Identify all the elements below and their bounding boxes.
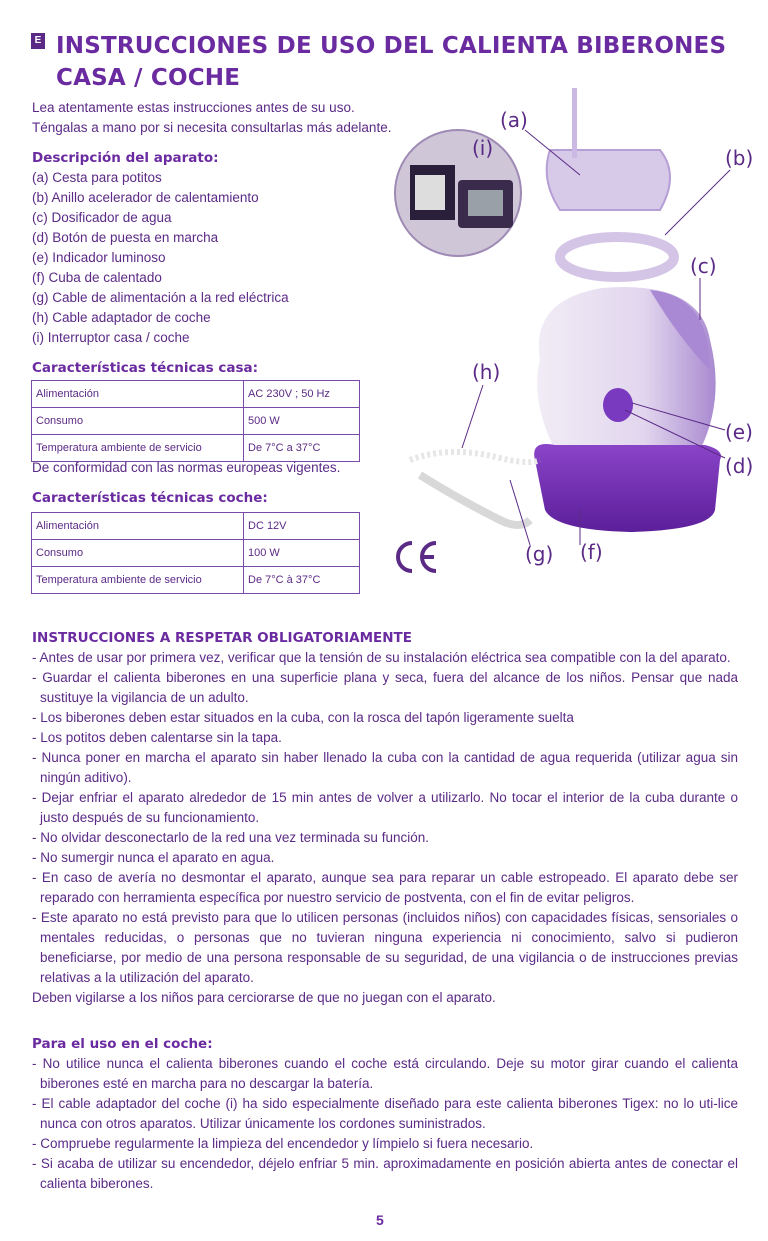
specs-home-heading: Características técnicas casa: <box>32 360 258 376</box>
spec-value: DC 12V <box>244 513 360 540</box>
list-item: - El cable adaptador del coche (i) ha sido especialmente diseñado para este calienta biberones Tigex: no lo uti-lice nunca con otros aparatos. Utilizar únicamente los cordones suministrados. <box>32 1096 738 1131</box>
list-item: - Este aparato no está previsto para que lo utilicen personas (incluidos niños) con capacidades físicas, sensoriales o mentales reducidas, o personas que no tuvieran ninguna experiencia ni conocimiento, salvo si pudieron beneficiarse, por medio de una persona responsable de su seguridad, de una vigilancia o de instrucciones previas relativas a la utilización del aparato. <box>32 910 738 985</box>
list-item: - No olvidar desconectarlo de la red una vez terminada su función. <box>32 830 429 845</box>
accelerator-ring <box>560 237 674 277</box>
list-item: - Compruebe regularmente la limpieza del encendedor y límpielo si fuera necesario. <box>32 1136 534 1151</box>
label-b: (b) <box>725 146 754 170</box>
mandatory-instructions <box>32 628 738 1008</box>
list-item: (c) Dosificador de agua <box>32 210 172 225</box>
table-row <box>32 567 360 594</box>
table-row <box>32 381 360 408</box>
specs-car-table <box>31 512 360 594</box>
bottle-warmer-image <box>380 80 760 580</box>
spec-value: AC 230V ; 50 Hz <box>244 381 360 408</box>
list-item: - Dejar enfriar el aparato alrededor de 15 min antes de volver a utilizarlo. No tocar el interior de la cuba durante o justo después de su funcionamiento. <box>32 790 738 825</box>
list-item: (i) Interruptor casa / coche <box>32 330 190 345</box>
list-item: (d) Botón de puesta en marcha <box>32 230 219 245</box>
car-use-section <box>32 1034 738 1194</box>
table-row <box>32 540 360 567</box>
label-g: (g) <box>525 542 554 566</box>
label-a: (a) <box>500 108 528 132</box>
page-title-line-2: CASA / COCHE <box>56 65 241 91</box>
list-item: (h) Cable adaptador de coche <box>32 310 211 325</box>
heating-base <box>534 444 721 532</box>
label-i: (i) <box>472 136 494 160</box>
table-row <box>32 408 360 435</box>
label-h: (h) <box>472 360 501 384</box>
label-f: (f) <box>580 540 603 564</box>
spec-label: Alimentación <box>32 513 244 540</box>
spec-label: Consumo <box>32 540 244 567</box>
table-row <box>32 513 360 540</box>
children-warning: Deben vigilarse a los niños para cerciorarse de que no juegan con el aparato. <box>32 990 496 1005</box>
list-item: (a) Cesta para potitos <box>32 170 162 185</box>
mandatory-heading: INSTRUCCIONES A RESPETAR OBLIGATORIAMENTE <box>32 630 412 646</box>
list-item: (e) Indicador luminoso <box>32 250 166 265</box>
list-item: - No sumergir nunca el aparato en agua. <box>32 850 275 865</box>
page-title-line-1: INSTRUCCIONES DE USO DEL CALIENTA BIBERONES <box>56 33 727 59</box>
spec-label: Temperatura ambiente de servicio <box>32 567 244 594</box>
power-cable <box>410 452 540 462</box>
intro-line-2: Téngalas a mano por si necesita consultarlas más adelante. <box>32 120 392 135</box>
list-item: - Los potitos deben calentarse sin la tapa. <box>32 730 282 745</box>
car-cable <box>420 475 530 525</box>
car-use-heading: Para el uso en el coche: <box>32 1036 213 1052</box>
list-item: - No utilice nunca el calienta biberones cuando el coche está circulando. Deje su motor girar cuando el calienta biberones esté en marcha para no descargar la batería. <box>32 1056 738 1091</box>
description-list <box>32 168 382 348</box>
spec-value: De 7°C à 37°C <box>244 567 360 594</box>
language-badge: E <box>31 33 45 49</box>
spec-value: De 7°C a 37°C <box>244 435 360 462</box>
list-item: - Si acaba de utilizar su encendedor, déjelo enfriar 5 min. aproximadamente en posición abierta antes de conectar el calienta biberones. <box>32 1156 738 1191</box>
list-item: - Nunca poner en marcha el aparato sin haber llenado la cuba con la cantidad de agua requerida (utilizar agua sin ningún aditivo). <box>32 750 738 785</box>
device-description <box>32 148 382 348</box>
spec-value: 500 W <box>244 408 360 435</box>
product-illustration <box>380 80 760 580</box>
list-item: (f) Cuba de calentado <box>32 270 162 285</box>
description-heading: Descripción del aparato: <box>32 150 219 166</box>
page-number: 5 <box>376 1212 384 1228</box>
list-item: (b) Anillo acelerador de calentamiento <box>32 190 259 205</box>
basket <box>547 150 670 210</box>
list-item: - Los biberones deben estar situados en la cuba, con la rosca del tapón ligeramente suelta <box>32 710 574 725</box>
label-e: (e) <box>725 420 753 444</box>
spec-label: Alimentación <box>32 381 244 408</box>
list-item: - Antes de usar por primera vez, verificar que la tensión de su instalación eléctrica sea compatible con la del aparato. <box>32 650 731 665</box>
list-item: - Guardar el calienta biberones en una superficie plana y seca, fuera del alcance de los niños. Pensar que nada sustituye la vigilancia de un adulto. <box>32 670 738 705</box>
power-button <box>603 388 633 422</box>
list-item: (g) Cable de alimentación a la red eléctrica <box>32 290 289 305</box>
spec-label: Consumo <box>32 408 244 435</box>
specs-car-heading: Características técnicas coche: <box>32 490 268 506</box>
specs-home-table <box>31 380 360 462</box>
conformity-note: De conformidad con las normas europeas vigentes. <box>32 460 341 475</box>
intro-line-1: Lea atentamente estas instrucciones antes de su uso. <box>32 100 355 115</box>
spec-value: 100 W <box>244 540 360 567</box>
label-c: (c) <box>690 254 717 278</box>
intro-text <box>32 98 412 138</box>
list-item: - En caso de avería no desmontar el aparato, aunque sea para reparar un cable estropeado. El aparato debe ser reparado con herramienta específica por nuestro servicio de postventa, con el fin de evitar peligros. <box>32 870 738 905</box>
label-d: (d) <box>725 454 754 478</box>
spec-label: Temperatura ambiente de servicio <box>32 435 244 462</box>
table-row <box>32 435 360 462</box>
